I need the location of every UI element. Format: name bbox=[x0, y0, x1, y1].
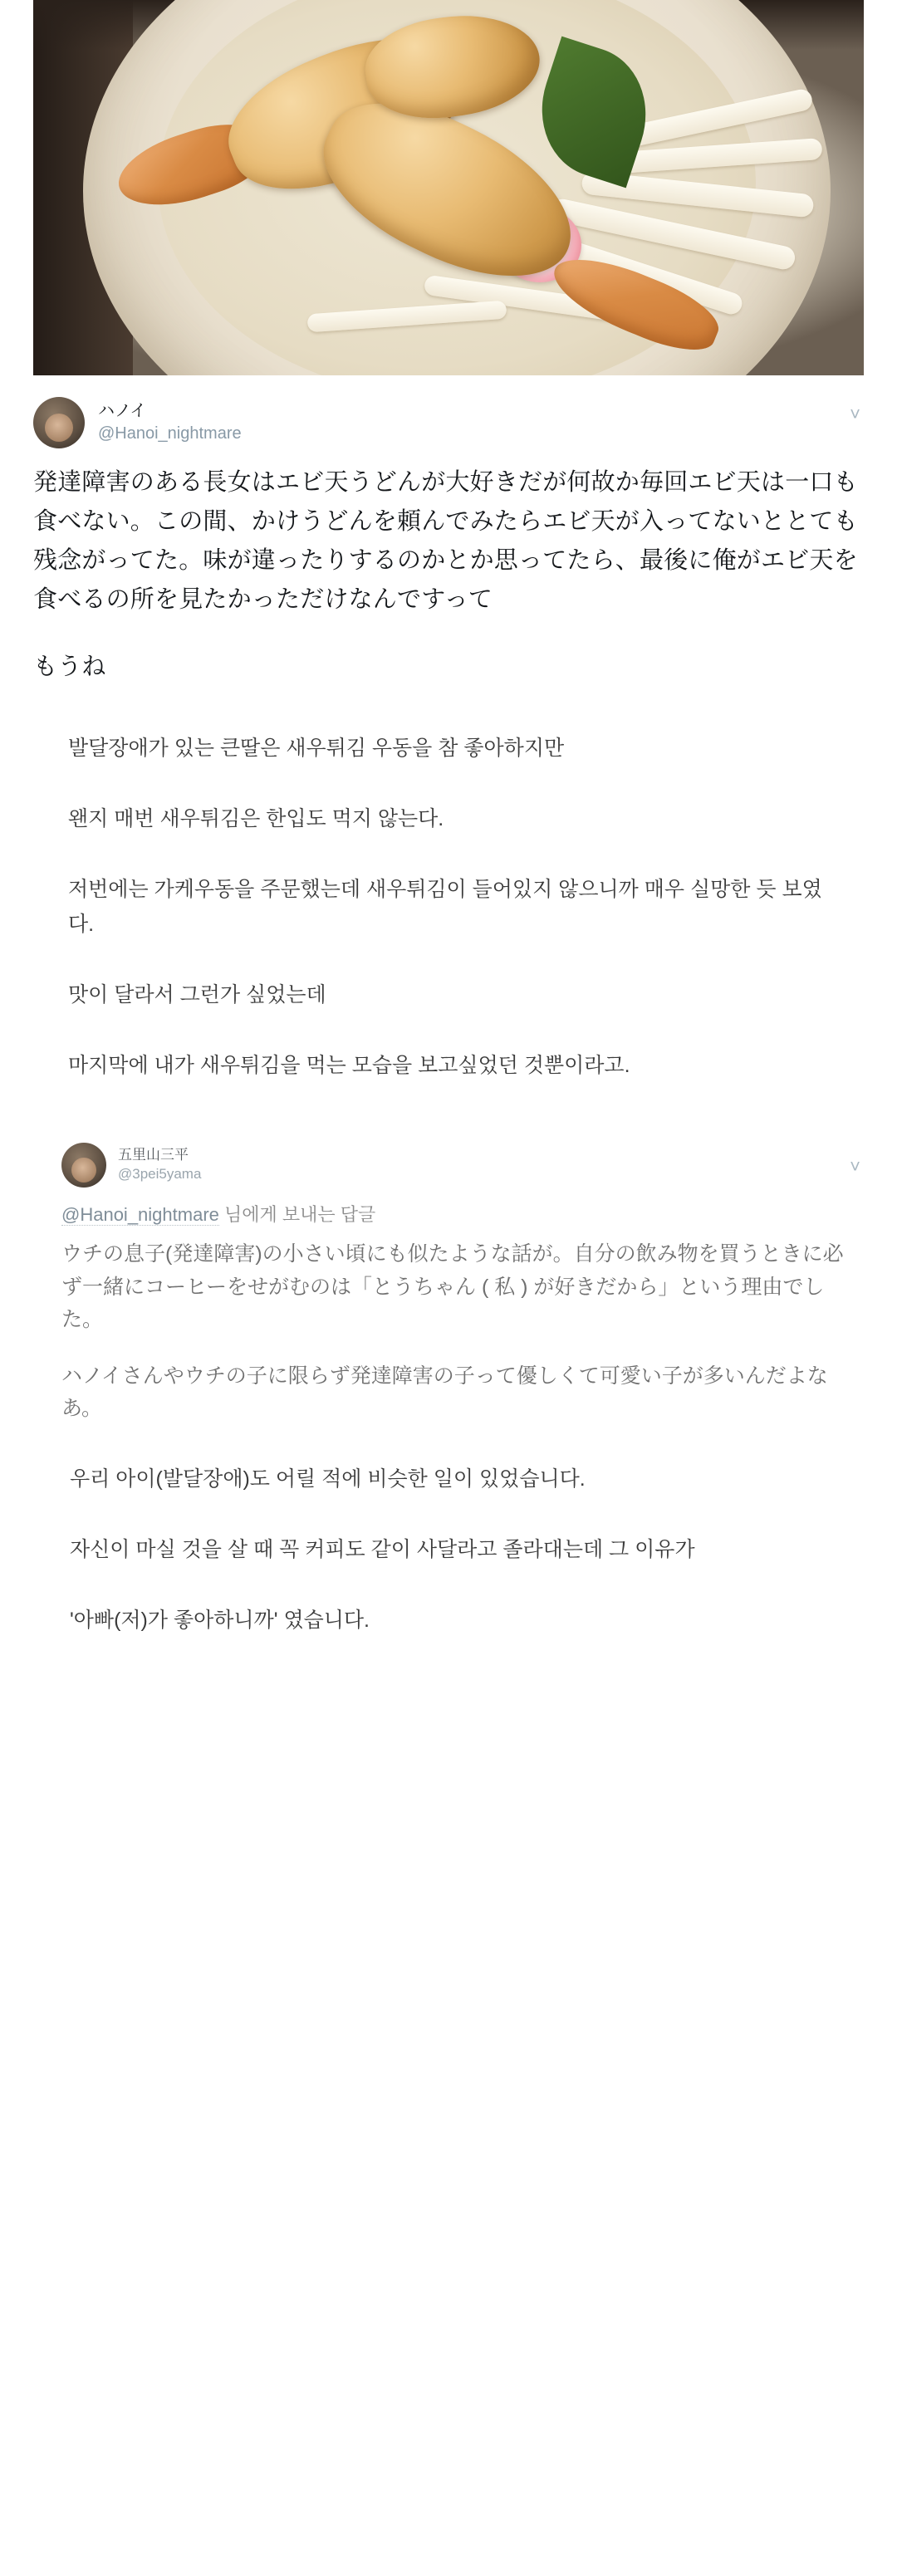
reply-author-handle[interactable]: @3pei5yama bbox=[118, 1166, 202, 1183]
translation-paragraph: 발달장애가 있는 큰딸은 새우튀김 우동을 참 좋아하지만 bbox=[68, 736, 565, 760]
reply-to-suffix: 님에게 보내는 답글 bbox=[218, 1204, 376, 1226]
reply-translation-paragraph: '아빠(저)가 좋아하니까' 였습니다. bbox=[70, 1609, 370, 1633]
author-display-name[interactable]: ハノイ bbox=[98, 402, 147, 420]
tweet-photo-container bbox=[0, 0, 897, 375]
reply-header bbox=[61, 1143, 864, 1188]
translation-block bbox=[33, 723, 864, 1099]
reply-translation-paragraph: 우리 아이(발달장애)도 어릴 적에 비슷한 일이 있었습니다. bbox=[70, 1467, 586, 1491]
translation-paragraph: 맛이 달라서 그런가 싶었는데 bbox=[68, 982, 326, 1006]
author-handle[interactable]: @Hanoi_nightmare bbox=[98, 424, 242, 443]
tweet-card bbox=[0, 375, 897, 687]
reply-text bbox=[61, 1238, 864, 1426]
tweet-author bbox=[98, 397, 242, 445]
chevron-down-icon[interactable]: ˅ bbox=[850, 404, 860, 424]
avatar[interactable] bbox=[33, 397, 85, 448]
reply-author bbox=[118, 1143, 201, 1184]
tweet-header bbox=[33, 390, 864, 448]
reply-author-display-name[interactable]: 五里山三平 bbox=[118, 1147, 189, 1163]
chevron-down-icon[interactable]: ˅ bbox=[850, 1156, 860, 1178]
translation-paragraph: 저번에는 가케우동을 주문했는데 새우튀김이 들어있지 않으니까 매우 실망한 듯 보였다. bbox=[68, 878, 822, 936]
translation-paragraph: 왠지 매번 새우튀김은 한입도 먹지 않는다. bbox=[68, 807, 444, 831]
tweet-text bbox=[33, 463, 864, 687]
tempura-shrimp-udon-photo[interactable] bbox=[33, 0, 864, 375]
translation-paragraph: 마지막에 내가 새우튀김을 먹는 모습을 보고싶었던 것뿐이라고. bbox=[68, 1054, 630, 1078]
reply-paragraph: ハノイさんやウチの子に限らず発達障害の子って優しくて可愛い子が多いんだよなあ。 bbox=[61, 1364, 828, 1421]
reply-translation-paragraph: 자신이 마실 것을 살 때 꼭 커피도 같이 사달라고 졸라대는데 그 이유가 bbox=[70, 1538, 695, 1562]
reply-to-line bbox=[61, 1201, 864, 1227]
tweet-paragraph: 発達障害のある長女はエビ天うどんが大好きだが何故か毎回エビ天は一口も食べない。この間、かけうどんを頼んでみたらエビ天が入ってないととても残念がってた。味が違ったりするのかとか思ってたら、最後に俺がエビ天を食べるの所を見たかっただけなんですって bbox=[33, 469, 858, 613]
reply-to-mention[interactable]: @Hanoi_nightmare bbox=[61, 1204, 219, 1226]
avatar[interactable] bbox=[61, 1143, 106, 1188]
reply-card bbox=[61, 1143, 864, 1426]
tweet-paragraph: もうね bbox=[33, 653, 106, 680]
reply-translation-block bbox=[35, 1462, 864, 1688]
reply-paragraph: ウチの息子(発達障害)の小さい頃にも似たような話が。自分の飲み物を買うときに必ず一緒にコーヒーをせがむのは「とうちゃん ( 私 ) が好きだから」という理由でした。 bbox=[61, 1242, 844, 1332]
